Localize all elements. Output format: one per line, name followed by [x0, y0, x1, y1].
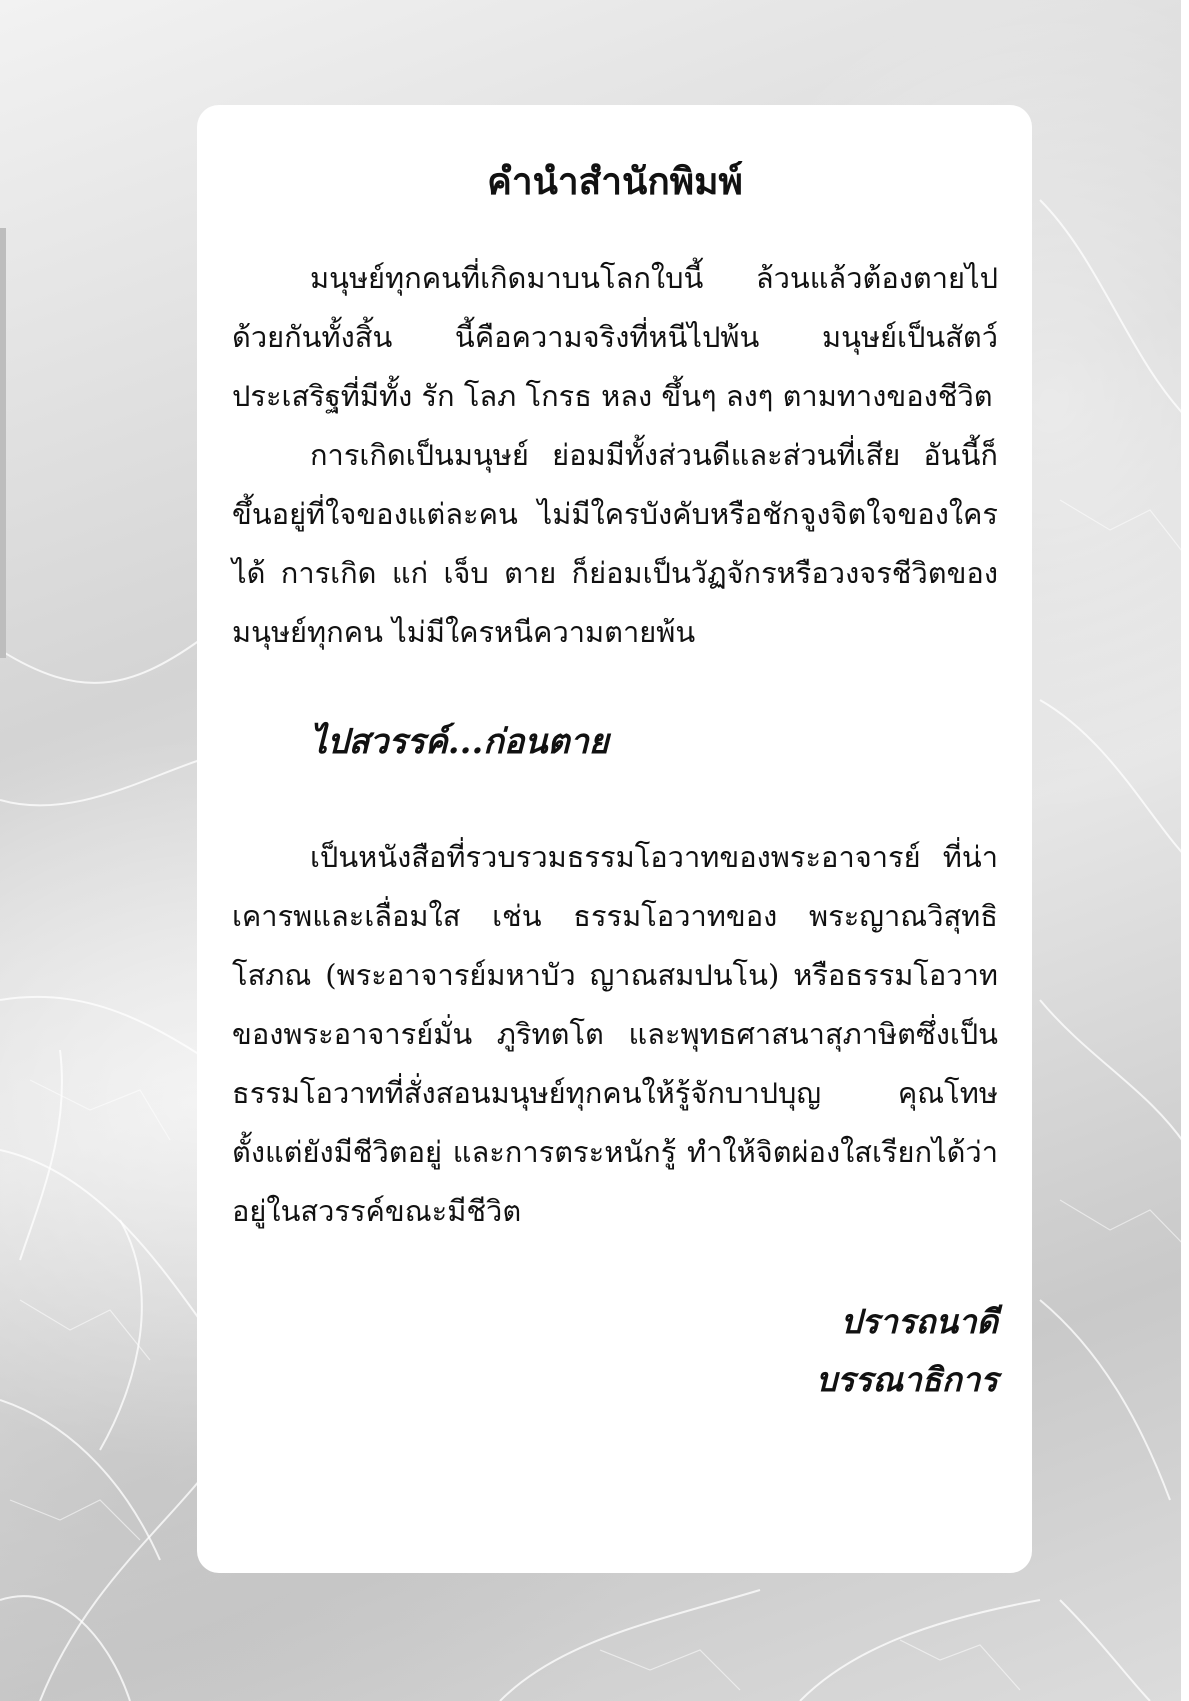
left-page-tab — [0, 228, 6, 658]
signature-editor: บรรณาธิการ — [816, 1360, 998, 1400]
right-page-edge — [1181, 0, 1189, 1701]
content-card — [197, 105, 1032, 1573]
signature-closing: ปรารถนาดี — [840, 1302, 998, 1342]
book-title: ไปสวรรค์...ก่อนตาย — [310, 722, 609, 763]
paragraph-2: การเกิดเป็นมนุษย์ ย่อมมีทั้งส่วนดีและส่วนที่เสีย อันนี้ก็ขึ้นอยู่ที่ใจของแต่ละคน ไม่มีใครบังคับหรือชักจูงจิตใจของใครได้ การเกิด แก่ เจ็บ ตาย ก็ย่อมเป็นวัฏจักรหรือวงจรชีวิตของมนุษย์ทุกคน ไม่มีใครหนีความตายพ้น — [232, 438, 998, 650]
signature-block — [232, 1293, 998, 1409]
page-title: คำนำสำนักพิมพ์ — [487, 159, 743, 203]
paragraph-1: มนุษย์ทุกคนที่เกิดมาบนโลกใบนี้ ล้วนแล้วต้องตายไปด้วยกันทั้งสิ้น นี้คือความจริงที่หนีไปพ้น มนุษย์เป็นสัตว์ประเสริฐที่มีทั้ง รัก โลภ โกรธ หลง ขึ้นๆ ลงๆ ตามทางของชีวิต — [232, 261, 998, 414]
paragraph-3: เป็นหนังสือที่รวบรวมธรรมโอวาทของพระอาจารย์ ที่น่าเคารพและเลื่อมใส เช่น ธรรมโอวาทของ พระญาณวิสุทธิโสภณ (พระอาจารย์มหาบัว ญาณสมปนโน) หรือธรรมโอวาทของพระอาจารย์มั่น ภูริทตโต และพุทธศาสนาสุภาษิตซึ่งเป็นธรรมโอวาทที่สั่งสอนมนุษย์ทุกคนให้รู้จักบาปบุญ คุณโทษตั้งแต่ยังมีชีวิตอยู่ และการตระหนักรู้ ทำให้จิตผ่องใสเรียกได้ว่าอยู่ในสวรรค์ขณะมีชีวิต — [232, 840, 998, 1229]
